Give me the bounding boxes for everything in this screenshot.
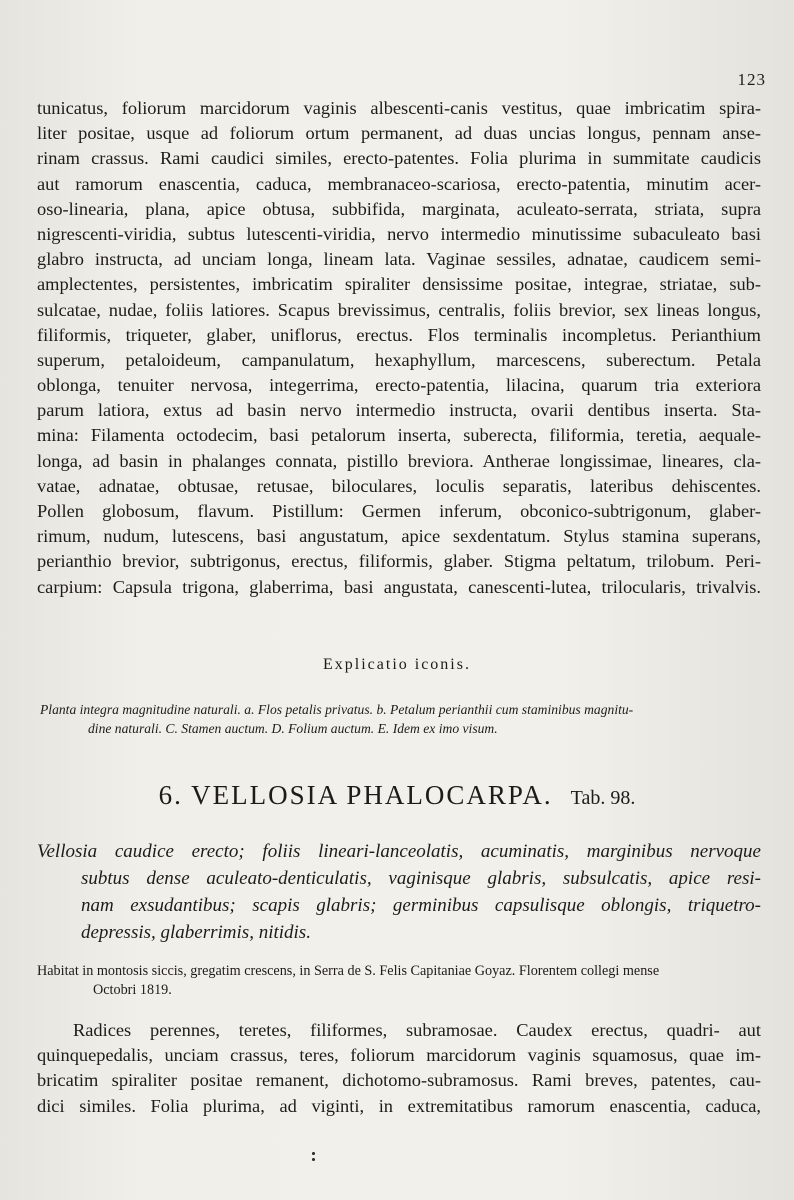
- diagnosis-line: subtus dense aculeato-denticulatis, vaginisque glabris, subsulcatis, apice resi-: [81, 868, 761, 889]
- species-heading: [0, 780, 794, 811]
- page-number: 123: [737, 70, 766, 89]
- text-line: superum, petaloideum, campanulatum, hexaphyllum, marcescens, suberectum. Petala: [37, 349, 761, 370]
- description-paragraph: [37, 1018, 761, 1119]
- text-line: rimum, nudum, lutescens, basi angustatum, apice sexdentatum. Stylus stamina superans,: [37, 526, 761, 547]
- text-line: tunicatus, foliorum marcidorum vaginis albescenti-canis vestitus, quae imbricatim spira-: [37, 98, 761, 118]
- text-line: liter positae, usque ad foliorum ortum permanent, ad duas uncias longus, pennam anse-: [37, 123, 761, 144]
- text-line: Radices perennes, teretes, filiformes, subramosae. Caudex erectus, quadri- aut: [73, 1020, 761, 1040]
- text-line: dici similes. Folia plurima, ad viginti, in extremitatibus ramorum enascentia, caduca,: [37, 1095, 761, 1116]
- text-line: mina: Filamenta octodecim, basi petalorum inserta, suberecta, filiformia, teretia, aequale-: [37, 425, 761, 446]
- text-line: filiformis, triqueter, glaber, uniflorus, erectus. Flos terminalis incompletus. Perianthium: [37, 324, 761, 345]
- diagnosis-line: depressis, glaberrimis, nitidis.: [81, 922, 311, 943]
- text-line: quinquepedalis, unciam crassus, teres, foliorum marcidorum vaginis squamosus, quae im-: [37, 1045, 761, 1066]
- habitat-line: Habitat in montosis siccis, gregatim crescens, in Serra de S. Felis Capitaniae Goyaz. Florentem collegi mense: [37, 963, 660, 979]
- text-line: carpium: Capsula trigona, glaberrima, basi angustata, canescenti-lutea, trilocularis, trivalvis.: [37, 576, 761, 597]
- text-line: Pollen globosum, flavum. Pistillum: Germen inferum, obconico-subtrigonum, glaber-: [37, 501, 761, 521]
- caption-line: Planta integra magnitudine naturali. a. Flos petalis privatus. b. Petalum perianthii cum staminibus magnitu-: [40, 702, 634, 717]
- text-line: oblonga, tenuiter nervosa, integerrima, erecto-patentia, lilacina, quarum tria exteriora: [37, 375, 761, 396]
- habitat-line: Octobri 1819.: [93, 982, 172, 998]
- diagnosis-line: Vellosia caudice erecto; foliis lineari-lanceolatis, acuminatis, marginibus nervoque: [37, 841, 761, 862]
- text-line: nigrescenti-viridia, subtus lutescenti-viridia, nervo intermedio minutissime subaculeato basi: [37, 223, 761, 244]
- printer-mark: [312, 1152, 316, 1168]
- explicatio-heading: Explicatio iconis.: [323, 656, 471, 673]
- text-line: perianthio brevior, subtrigonus, erectus, filiformis, glaber. Stigma peltatum, trilobum. Peri-: [37, 551, 761, 572]
- text-line: vatae, adnatae, obtusae, retusae, biloculares, loculis separatis, lateribus dehiscentes.: [37, 475, 761, 496]
- habitat-note: [37, 962, 759, 1000]
- text-line: bricatim spiraliter positae remanent, dichotomo-subramosus. Rami breves, patentes, cau-: [37, 1070, 761, 1091]
- text-line: sulcatae, nudae, foliis latiores. Scapus brevissimus, centralis, foliis brevior, sex lineas longus,: [37, 299, 761, 320]
- species-name: 6. VELLOSIA PHALOCARPA.: [158, 780, 553, 810]
- text-line: glabro instructa, ad unciam longa, lineam lata. Vaginae sessiles, adnatae, caudicem semi-: [37, 249, 761, 270]
- plate-reference: Tab. 98.: [570, 787, 636, 809]
- description-paragraph-continued: [37, 96, 761, 600]
- text-line: oso-linearia, plana, apice obtusa, subbifida, marginata, aculeato-serrata, striata, supra: [37, 198, 761, 219]
- text-line: longa, ad basin in phalanges connata, pistillo breviora. Antherae longissimae, lineares, cla-: [37, 450, 761, 471]
- text-line: rinam crassus. Rami caudici similes, erecto-patentes. Folia plurima in summitate caudicis: [37, 148, 761, 169]
- explicatio-caption: [40, 700, 760, 738]
- caption-line: dine naturali. C. Stamen auctum. D. Folium auctum. E. Idem ex imo visum.: [88, 721, 498, 736]
- text-line: amplectentes, persistentes, imbricatim spiraliter densissime positae, integrae, striatae, sub-: [37, 274, 761, 295]
- diagnosis-line: nam exsudantibus; scapis glabris; germinibus capsulisque oblongis, triquetro-: [81, 895, 761, 916]
- text-line: parum latiora, extus ad basin nervo intermedio instructa, ovarii dentibus inserta. Sta-: [37, 400, 761, 421]
- species-diagnosis: [37, 838, 761, 946]
- text-line: aut ramorum enascentia, caduca, membranaceo-scariosa, erecto-patentia, minutim acer-: [37, 173, 761, 194]
